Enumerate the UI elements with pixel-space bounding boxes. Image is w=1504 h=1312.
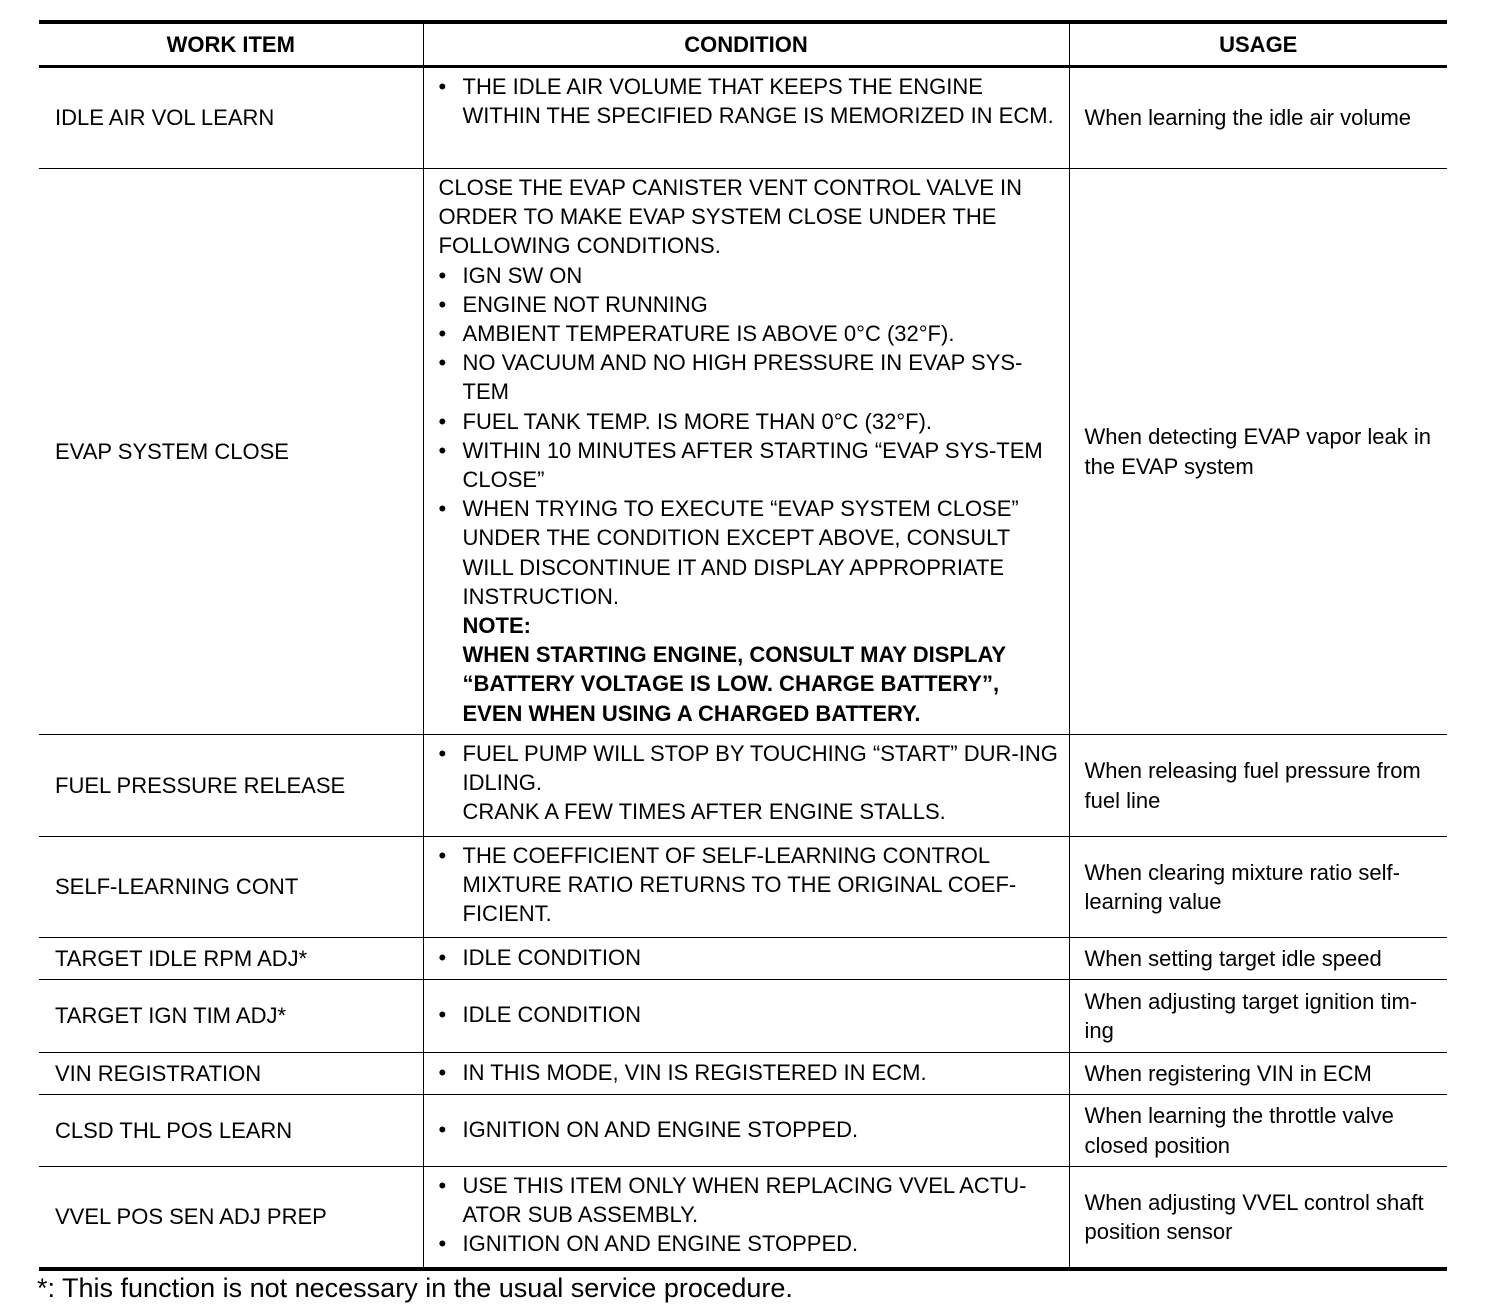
table-row <box>39 1095 1447 1167</box>
work-item-cell: VIN REGISTRATION <box>39 1053 423 1095</box>
condition-bullet <box>439 1229 1063 1258</box>
condition-text: WITHIN 10 MINUTES AFTER STARTING “EVAP SYS-TEM CLOSE” <box>462 437 1043 493</box>
bullet-marker: • <box>438 262 447 288</box>
condition-text: IGNITION ON AND ENGINE STOPPED. <box>462 1231 859 1257</box>
usage-cell: When adjusting target ignition tim-ing <box>1069 980 1447 1053</box>
condition-text: NO VACUUM AND NO HIGH PRESSURE IN EVAP SYS-TEM <box>462 350 1023 405</box>
bullet-marker: • <box>438 1231 447 1257</box>
condition-bullet <box>439 348 1063 406</box>
bullet-marker: • <box>438 408 447 434</box>
bullet-marker: • <box>438 741 447 766</box>
work-item-cell: CLSD THL POS LEARN <box>39 1095 423 1167</box>
bullet-marker: • <box>438 496 447 522</box>
footnote: *: This function is not necessary in the usual service procedure. <box>37 1273 793 1303</box>
condition-text: FUEL PUMP WILL STOP BY TOUCHING “START” DUR-ING IDLING. <box>462 741 1058 796</box>
condition-bullet <box>439 841 1063 929</box>
usage-cell: When releasing fuel pressure from fuel line <box>1069 735 1447 837</box>
condition-text: THE IDLE AIR VOLUME THAT KEEPS THE ENGINE WITHIN THE SPECIFIED RANGE IS MEMORIZED IN ECM. <box>462 74 1054 129</box>
condition-text: IN THIS MODE, VIN IS REGISTERED IN ECM. <box>462 1059 927 1085</box>
condition-text: FUEL TANK TEMP. IS MORE THAN 0°C (32°F). <box>462 408 933 434</box>
bullet-marker: • <box>438 291 447 317</box>
condition-bullet <box>439 1171 1063 1229</box>
condition-text: USE THIS ITEM ONLY WHEN REPLACING VVEL ACTU-ATOR SUB ASSEMBLY. <box>462 1173 1027 1228</box>
bullet-marker: • <box>438 74 447 99</box>
condition-text: IGNITION ON AND ENGINE STOPPED. <box>462 1116 859 1142</box>
header-condition: CONDITION <box>423 22 1069 67</box>
condition-text: WHEN TRYING TO EXECUTE “EVAP SYSTEM CLOSE” UNDER THE CONDITION EXCEPT ABOVE, CONSULT WILL DISCONTINUE IT AND DISPLAY APPROPRIATE INSTRUCTION. <box>462 496 1019 609</box>
note-label: NOTE: <box>462 613 531 639</box>
condition-cell <box>423 735 1069 837</box>
condition-bullet <box>439 1058 1063 1087</box>
condition-bullet <box>439 1115 1063 1144</box>
condition-bullet <box>439 436 1063 494</box>
condition-text: AMBIENT TEMPERATURE IS ABOVE 0°C (32°F). <box>462 321 955 347</box>
header-work-item: WORK ITEM <box>39 22 423 67</box>
condition-bullet <box>439 290 1063 319</box>
condition-text: IDLE CONDITION <box>462 944 641 970</box>
condition-cell <box>423 1053 1069 1095</box>
table-row <box>39 980 1447 1053</box>
bullet-marker: • <box>438 321 447 347</box>
bullet-marker: • <box>438 1002 447 1028</box>
condition-continuation: CRANK A FEW TIMES AFTER ENGINE STALLS. <box>462 799 946 825</box>
usage-cell: When detecting EVAP vapor leak in the EVAP system <box>1069 169 1447 735</box>
condition-bullet <box>439 943 1063 972</box>
table-row <box>39 938 1447 980</box>
work-support-table <box>39 20 1447 1271</box>
usage-cell: When registering VIN in ECM <box>1069 1053 1447 1095</box>
condition-cell <box>423 980 1069 1053</box>
condition-cell <box>423 837 1069 938</box>
work-item-cell: TARGET IDLE RPM ADJ* <box>39 938 423 980</box>
condition-text: IGN SW ON <box>462 262 583 288</box>
header-row <box>39 22 1447 67</box>
table-row <box>39 837 1447 938</box>
bullet-marker: • <box>438 350 447 376</box>
work-item-cell: TARGET IGN TIM ADJ* <box>39 980 423 1053</box>
condition-cell <box>423 67 1069 169</box>
table-row <box>39 1053 1447 1095</box>
header-usage: USAGE <box>1069 22 1447 67</box>
bullet-marker: • <box>438 944 447 970</box>
condition-text: THE COEFFICIENT OF SELF-LEARNING CONTROL MIXTURE RATIO RETURNS TO THE ORIGINAL COEF-FICIENT. <box>462 843 1017 927</box>
condition-bullet <box>439 407 1063 436</box>
condition-bullet <box>439 494 1063 728</box>
note-text: WHEN STARTING ENGINE, CONSULT MAY DISPLAY “BATTERY VOLTAGE IS LOW. CHARGE BATTERY”, EVEN WHEN USING A CHARGED BATTERY. <box>462 642 1006 726</box>
bullet-marker: • <box>438 1173 447 1198</box>
condition-bullet <box>439 1000 1063 1029</box>
table-row <box>39 1167 1447 1269</box>
condition-intro: CLOSE THE EVAP CANISTER VENT CONTROL VALVE IN ORDER TO MAKE EVAP SYSTEM CLOSE UNDER THE FOLLOWING CONDITIONS. <box>438 175 1023 259</box>
bullet-marker: • <box>438 1059 447 1085</box>
condition-cell <box>423 1167 1069 1269</box>
condition-text: IDLE CONDITION <box>462 1002 641 1028</box>
bullet-marker: • <box>438 1116 447 1142</box>
work-item-cell: FUEL PRESSURE RELEASE <box>39 735 423 837</box>
condition-cell <box>423 1095 1069 1167</box>
bullet-marker: • <box>438 843 447 868</box>
condition-bullet <box>439 72 1063 130</box>
work-item-cell: EVAP SYSTEM CLOSE <box>39 169 423 735</box>
usage-cell: When adjusting VVEL control shaft position sensor <box>1069 1167 1447 1269</box>
usage-cell: When learning the throttle valve closed position <box>1069 1095 1447 1167</box>
table-row <box>39 735 1447 837</box>
table-row <box>39 169 1447 735</box>
condition-bullet <box>439 319 1063 348</box>
condition-cell <box>423 169 1069 735</box>
usage-cell: When learning the idle air volume <box>1069 67 1447 169</box>
condition-bullet <box>439 261 1063 290</box>
work-item-cell: IDLE AIR VOL LEARN <box>39 67 423 169</box>
usage-cell: When clearing mixture ratio self-learning value <box>1069 837 1447 938</box>
condition-text: ENGINE NOT RUNNING <box>462 291 708 317</box>
bullet-marker: • <box>438 437 447 463</box>
table-row <box>39 67 1447 169</box>
work-item-cell: SELF-LEARNING CONT <box>39 837 423 938</box>
work-item-cell: VVEL POS SEN ADJ PREP <box>39 1167 423 1269</box>
usage-cell: When setting target idle speed <box>1069 938 1447 980</box>
condition-bullet <box>439 739 1063 827</box>
condition-cell <box>423 938 1069 980</box>
